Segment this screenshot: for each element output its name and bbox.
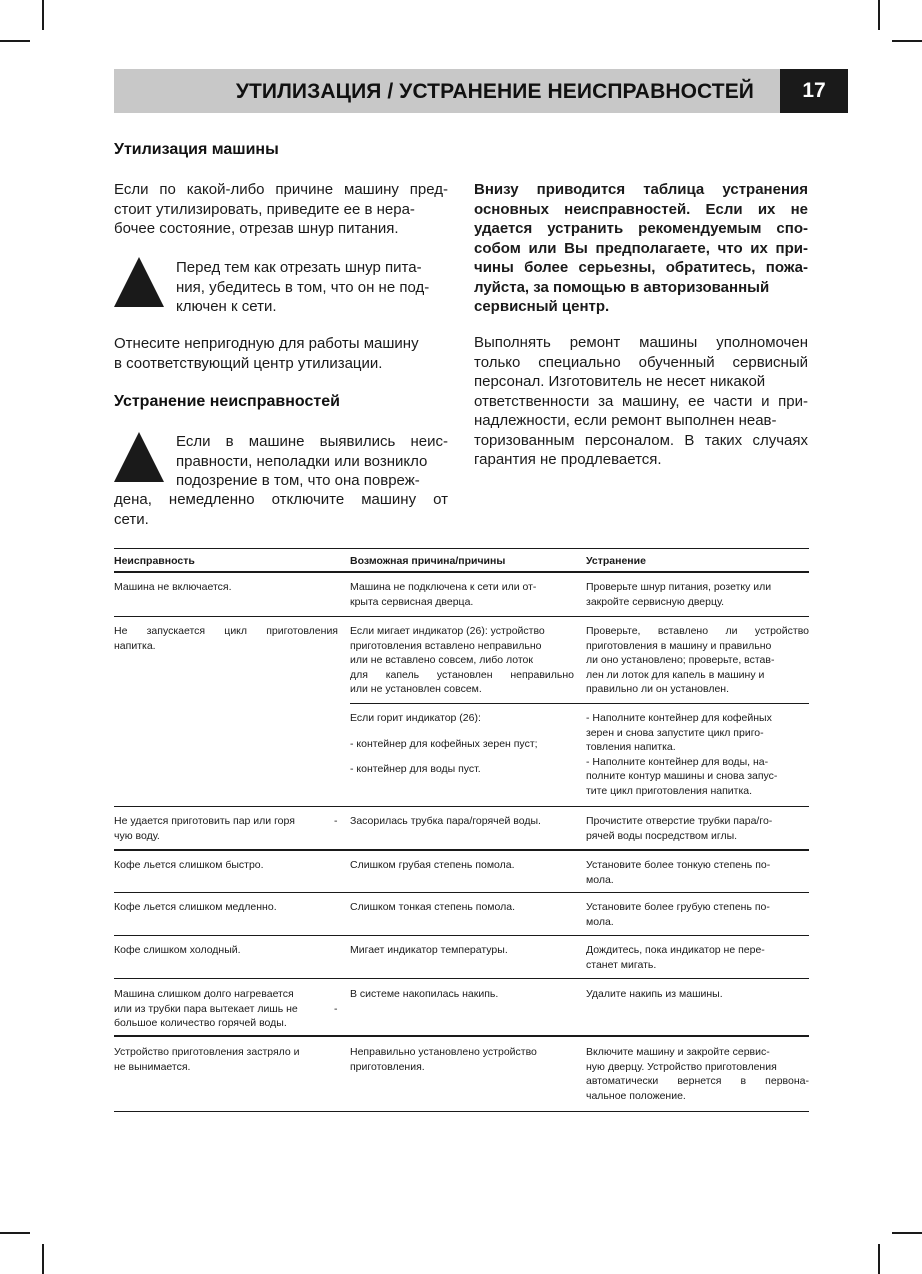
text-line: подозрение в том, что она повреж- (176, 472, 420, 489)
table-row (114, 851, 809, 893)
text-line: луйста, за помощью в авторизованный (474, 278, 770, 296)
troubleshooting-warning-cont (114, 490, 448, 529)
text-line: в соответствующий центр утилизации. (114, 354, 383, 372)
text-line: основных неисправностей. Если их не (474, 200, 808, 218)
cell-line: или из трубки пара вытекает лишь не (114, 1002, 298, 1015)
text-line: бочее состояние, отрезав шнур питания. (114, 220, 399, 237)
warning-icon (114, 257, 164, 307)
cell-line: Установите более тонкую степень по- (586, 859, 771, 871)
cell-line: Если мигает индикатор (26): устройство (350, 625, 545, 637)
cause-cell (350, 943, 586, 978)
column-header: Неисправность (114, 555, 195, 567)
remedy-cell (586, 580, 809, 616)
cell-line: рячей воды посредством иглы. (586, 829, 738, 842)
cell-line: чальное положение. (586, 1089, 686, 1102)
disposal-note (114, 334, 448, 373)
crop-mark (892, 1232, 922, 1234)
cell-line: автоматически вернется в первона- (586, 1075, 809, 1088)
text-line: только специально обученный сервисный (474, 353, 808, 371)
remedy-cell (586, 900, 809, 935)
text-line: торизованным персоналом. В таких случаях (474, 431, 808, 449)
disposal-heading: Утилизация машины (114, 141, 279, 158)
cell-line: большое количество горячей воды. (114, 1017, 287, 1030)
cell-line: чую воду. (114, 829, 160, 842)
cell-line: зерен и снова запустите цикл приго- (586, 726, 764, 739)
text-line: чины более серьезны, обратитесь, пожа- (474, 259, 808, 276)
text-line: ключен к сети. (176, 298, 277, 315)
text-line: удается устранить рекомендуемым спо- (474, 220, 808, 237)
cell-line: крыта сервисная дверца. (350, 595, 474, 608)
troubleshooting-warning (176, 432, 448, 491)
cell-line: Машина слишком долго нагревается (114, 988, 294, 1000)
cell-line: Слишком грубая степень помола. (350, 859, 515, 871)
cell-line: Неправильно установлено устройство (350, 1046, 537, 1058)
text-line: сервисный центр. (474, 298, 610, 315)
disposal-paragraph (114, 180, 448, 239)
cell-line: Проверьте шнур питания, розетку или (586, 581, 772, 593)
text-line: надлежности, если ремонт выполнен неав- (474, 412, 777, 429)
table-row (114, 1037, 809, 1112)
remedy-cell (586, 1045, 809, 1111)
cell-line: товления напитка. (586, 741, 676, 754)
cause-remedy-group (350, 617, 809, 806)
cell-line: Засорилась трубка пара/горячей воды. (350, 815, 541, 827)
cause-cell (350, 814, 586, 849)
page-title: УТИЛИЗАЦИЯ / УСТРАНЕНИЕ НЕИСПРАВНОСТЕЙ (235, 80, 754, 103)
section-header (114, 69, 780, 113)
remedy-cell (586, 987, 809, 1035)
table-row (114, 573, 809, 617)
table-row (114, 617, 809, 807)
sub-row (350, 704, 809, 799)
problem-cell (114, 858, 350, 892)
cell-line: мола. (586, 873, 614, 886)
cell-line: - Наполните контейнер для кофейных (586, 712, 772, 724)
text-line: Если в машине выявились неис- (176, 433, 448, 450)
cell-line: Не запускается цикл приготовления (114, 625, 338, 637)
troubleshooting-heading: Устранение неисправностей (114, 393, 340, 410)
cause-cell (350, 1045, 586, 1111)
cell-line: Кофе слишком холодный. (114, 944, 241, 956)
cell-line: Если горит индикатор (26): (350, 712, 481, 724)
text-line: сети. (114, 510, 149, 528)
cause-cell (350, 624, 586, 703)
cell-line: - контейнер для воды пуст. (350, 763, 481, 776)
warning-icon (114, 432, 164, 482)
problem-cell (114, 580, 350, 616)
cell-line: Машина не включается. (114, 581, 232, 593)
cell-line: тите цикл приготовления напитка. (586, 784, 753, 797)
cell-line: напитка. (114, 639, 156, 652)
cell-line: В системе накопилась накипь. (350, 988, 499, 1000)
text-line: правности, неполадки или возникло (176, 452, 428, 470)
cell-line: Машина не подключена к сети или от- (350, 581, 537, 593)
remedy-cell (586, 943, 809, 978)
problem-cell (114, 987, 350, 1035)
text-line: гарантия не продлевается. (474, 451, 662, 468)
troubleshooting-table (114, 548, 809, 1112)
cell-line: Удалите накипь из машины. (586, 988, 723, 1000)
cell-line: ли оно установлено; проверьте, встав- (586, 654, 775, 667)
cell-line: Кофе льется слишком медленно. (114, 901, 277, 913)
crop-mark (0, 1232, 30, 1234)
cell-line: станет мигать. (586, 958, 657, 971)
remedy-cell (586, 858, 809, 892)
text-line: Внизу приводится таблица устранения (474, 181, 808, 198)
cell-line: - Наполните контейнер для воды, на- (586, 755, 769, 768)
problem-cell (114, 900, 350, 935)
crop-mark (892, 40, 922, 42)
table-intro (474, 180, 808, 317)
text-line: персонал. Изготовитель не несет никакой (474, 373, 766, 390)
hyphen-mark: - (334, 1003, 338, 1015)
disposal-warning (176, 258, 448, 317)
text-line: Отнесите непригодную для работы машину (114, 335, 419, 352)
cell-line: Прочистите отверстие трубки пара/го- (586, 815, 773, 827)
crop-mark (42, 0, 44, 30)
cell-line: ную дверцу. Устройство приготовления (586, 1060, 777, 1073)
cell-line: или не вставлено совсем, либо лоток (350, 654, 533, 667)
page-number: 17 (780, 69, 848, 113)
problem-cell (114, 617, 350, 806)
cell-line: для капель установлен неправильно (350, 668, 574, 681)
text-line: ответственности за машину, ее части и при- (474, 392, 808, 410)
column-header: Возможная причина/причины (350, 555, 506, 567)
crop-mark (42, 1244, 44, 1274)
cell-line: лен ли лоток для капель в машину и (586, 668, 765, 681)
cell-line: Мигает индикатор температуры. (350, 944, 508, 956)
cause-cell (350, 900, 586, 935)
text-line: стоит утилизировать, приведите ее в нера- (114, 200, 415, 218)
column-header: Устранение (586, 555, 646, 567)
cause-cell (350, 711, 586, 799)
cell-line: Дождитесь, пока индикатор не пере- (586, 944, 765, 956)
crop-mark (878, 1244, 880, 1274)
crop-mark (0, 40, 30, 42)
cause-cell (350, 987, 586, 1035)
remedy-cell (586, 814, 809, 849)
repair-note (474, 333, 808, 470)
problem-cell (114, 1045, 350, 1111)
table-row (114, 936, 809, 979)
text-line: Перед тем как отрезать шнур пита- (176, 259, 422, 276)
cell-line: Слишком тонкая степень помола. (350, 901, 516, 913)
cell-line: не вынимается. (114, 1060, 191, 1073)
cell-line: правильно ли он установлен. (586, 683, 729, 696)
cell-line: Установите более грубую степень по- (586, 901, 770, 913)
cell-line: Кофе льется слишком быстро. (114, 859, 264, 871)
sub-row (350, 617, 809, 704)
table-row (114, 807, 809, 851)
text-line: Выполнять ремонт машины уполномочен (474, 334, 808, 351)
cell-line: закройте сервисную дверцу. (586, 595, 725, 608)
cell-line: приготовления. (350, 1060, 425, 1073)
cell-line: Не удается приготовить пар или горя (114, 815, 295, 827)
problem-cell (114, 814, 350, 849)
cell-line: Проверьте, вставлено ли устройство (586, 625, 809, 637)
crop-mark (878, 0, 880, 30)
cell-line: приготовления вставлено неправильно (350, 639, 542, 652)
text-line: собом или Вы предполагаете, что их при- (474, 239, 808, 257)
problem-cell (114, 943, 350, 978)
remedy-cell (586, 711, 809, 799)
hyphen-mark: - (334, 815, 338, 827)
table-row (114, 979, 809, 1037)
text-line: Если по какой-либо причине машину пред- (114, 181, 448, 198)
remedy-cell (586, 624, 809, 703)
text-line: ния, убедитесь в том, что он не под- (176, 278, 430, 296)
cell-line: полните контур машины и снова запус- (586, 770, 778, 783)
text-line: дена, немедленно отключите машину от (114, 491, 448, 508)
cell-line: или не установлен совсем. (350, 683, 482, 696)
cause-cell (350, 580, 586, 616)
cell-line: приготовления в машину и правильно (586, 639, 772, 652)
cause-cell (350, 858, 586, 892)
table-header-row (114, 549, 809, 573)
cell-line: Включите машину и закройте сервис- (586, 1046, 770, 1058)
table-row (114, 893, 809, 936)
cell-line: - контейнер для кофейных зерен пуст; (350, 737, 538, 750)
cell-line: мола. (586, 915, 614, 928)
cell-line: Устройство приготовления застряло и (114, 1046, 300, 1058)
